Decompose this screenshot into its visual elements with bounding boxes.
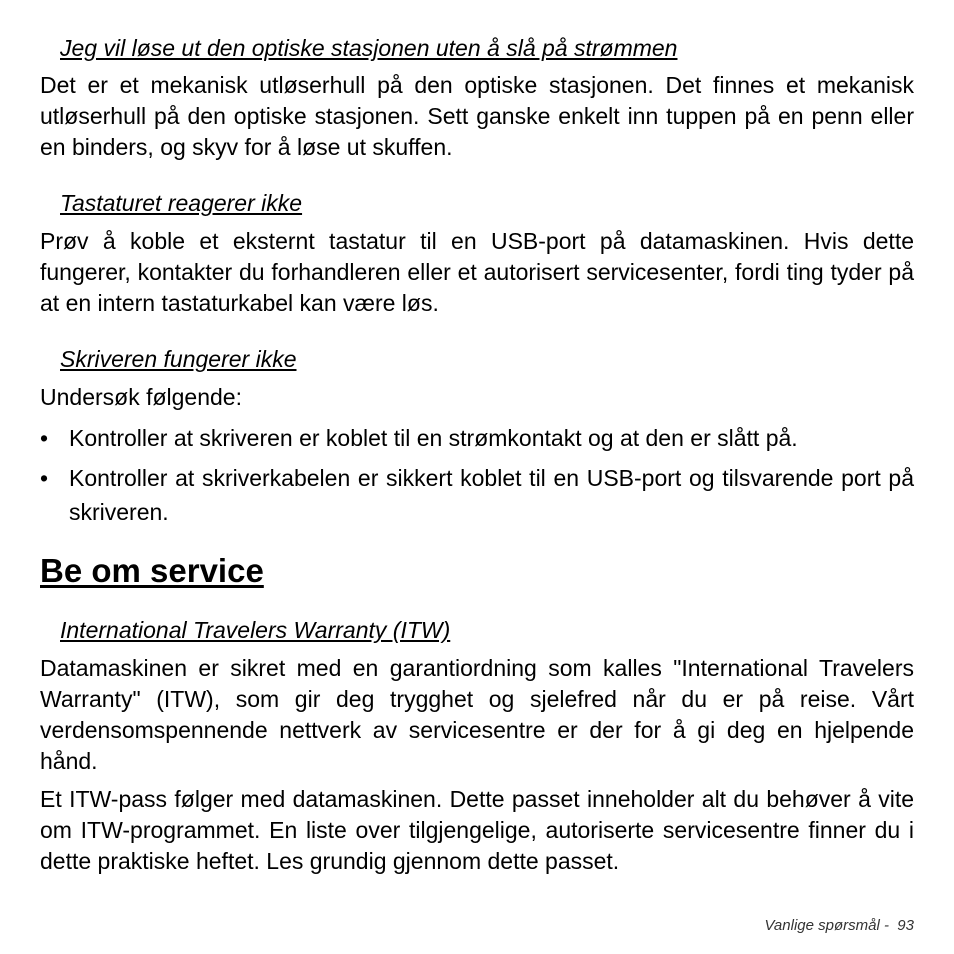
bullet-marker: • bbox=[40, 425, 49, 451]
section-title: Be om service bbox=[40, 552, 264, 589]
paragraph-printer-intro: Undersøk følgende: bbox=[40, 384, 242, 410]
list-item: Kontroller at skriverkabelen er sikkert koblet til en USB-port og tilsvarende port på skriveren. bbox=[69, 465, 914, 525]
list-item: Kontroller at skriveren er koblet til en strømkontakt og at den er slått på. bbox=[69, 425, 798, 451]
paragraph-optical-drive: Det er et mekanisk utløserhull på den optiske stasjonen. Det finnes et mekanisk utløserhull på den optiske stasjonen. Sett ganske enkelt inn tuppen på en penn eller en binders, og skyv for å løse ut skuffen. bbox=[40, 72, 914, 160]
paragraph-itw-2: Et ITW-pass følger med datamaskinen. Dette passet inneholder alt du behøver å vite om ITW-programmet. En liste over tilgjengelige, autoriserte servicesentre finner du i dette praktiske heftet. Les grundig gjennom dette passet. bbox=[40, 786, 914, 874]
subheading-itw: International Travelers Warranty (ITW) bbox=[60, 617, 451, 643]
subheading-printer: Skriveren fungerer ikke bbox=[60, 346, 297, 372]
paragraph-keyboard: Prøv å koble et eksternt tastatur til en USB-port på datamaskinen. Hvis dette fungerer, kontakter du forhandleren eller et autorisert servicesenter, fordi ting tyder på at en intern tastaturkabel kan være løs. bbox=[40, 228, 914, 316]
bullet-marker: • bbox=[40, 465, 49, 491]
paragraph-itw-1: Datamaskinen er sikret med en garantiordning som kalles "International Travelers Warranty" (ITW), som gir deg trygghet og sjelefred når du er på reise. Vårt verdensomspennende nettverk av servicesentre er der for å gi deg en hjelpende hånd. bbox=[40, 655, 914, 774]
subheading-optical-drive: Jeg vil løse ut den optiske stasjonen uten å slå på strømmen bbox=[60, 35, 678, 61]
subheading-keyboard: Tastaturet reagerer ikke bbox=[60, 190, 303, 216]
page-footer: Vanlige spørsmål - 93 bbox=[764, 917, 914, 934]
